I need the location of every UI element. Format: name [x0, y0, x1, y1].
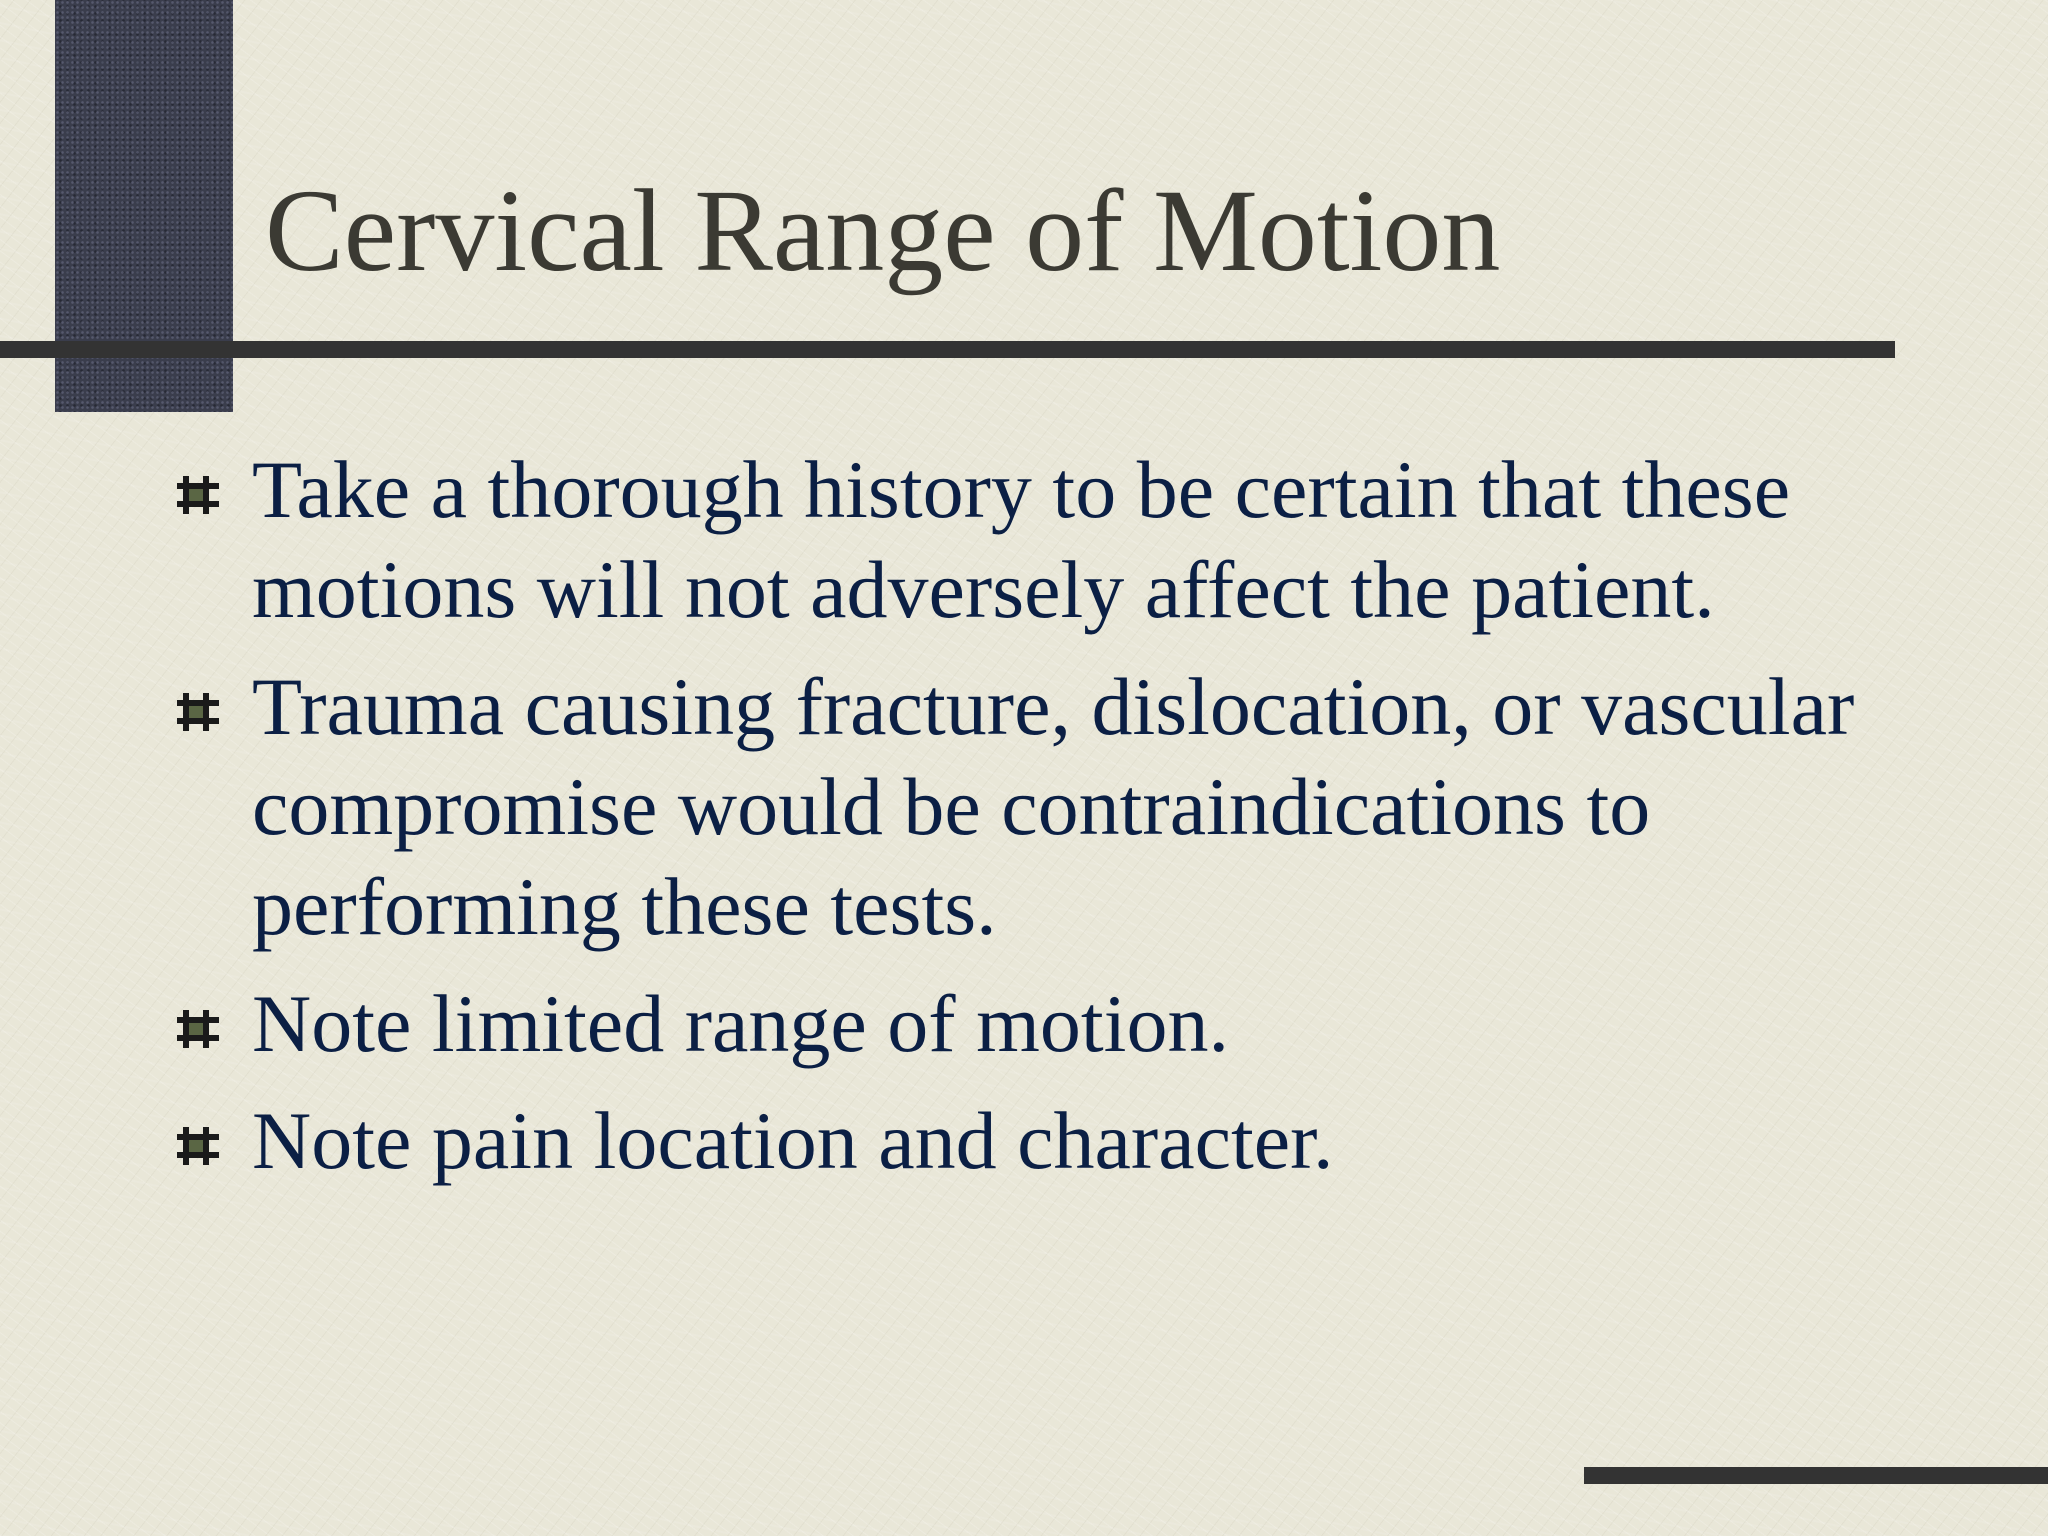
- bullet-text: Trauma causing fracture, dislocation, or vascular compromise would be contraindications to performing these tests.: [252, 661, 1855, 952]
- title-underline-rule: [0, 341, 1895, 358]
- hash-grid-icon: [175, 689, 221, 735]
- hash-grid-icon: [175, 1006, 221, 1052]
- bullet-item: [175, 440, 1875, 640]
- bullet-text: Take a thorough history to be certain that these motions will not adversely affect the patient.: [252, 444, 1791, 635]
- bullet-text: Note pain location and character.: [252, 1095, 1334, 1186]
- hash-grid-icon: [175, 1123, 221, 1169]
- bullet-list: [175, 440, 1875, 1208]
- bullet-item: [175, 974, 1875, 1074]
- bullet-item: [175, 657, 1875, 957]
- bullet-item: [175, 1091, 1875, 1191]
- footer-rule: [1584, 1467, 2048, 1484]
- bullet-text: Note limited range of motion.: [252, 978, 1229, 1069]
- hash-grid-icon: [175, 472, 221, 518]
- slide-title: Cervical Range of Motion: [265, 165, 1501, 296]
